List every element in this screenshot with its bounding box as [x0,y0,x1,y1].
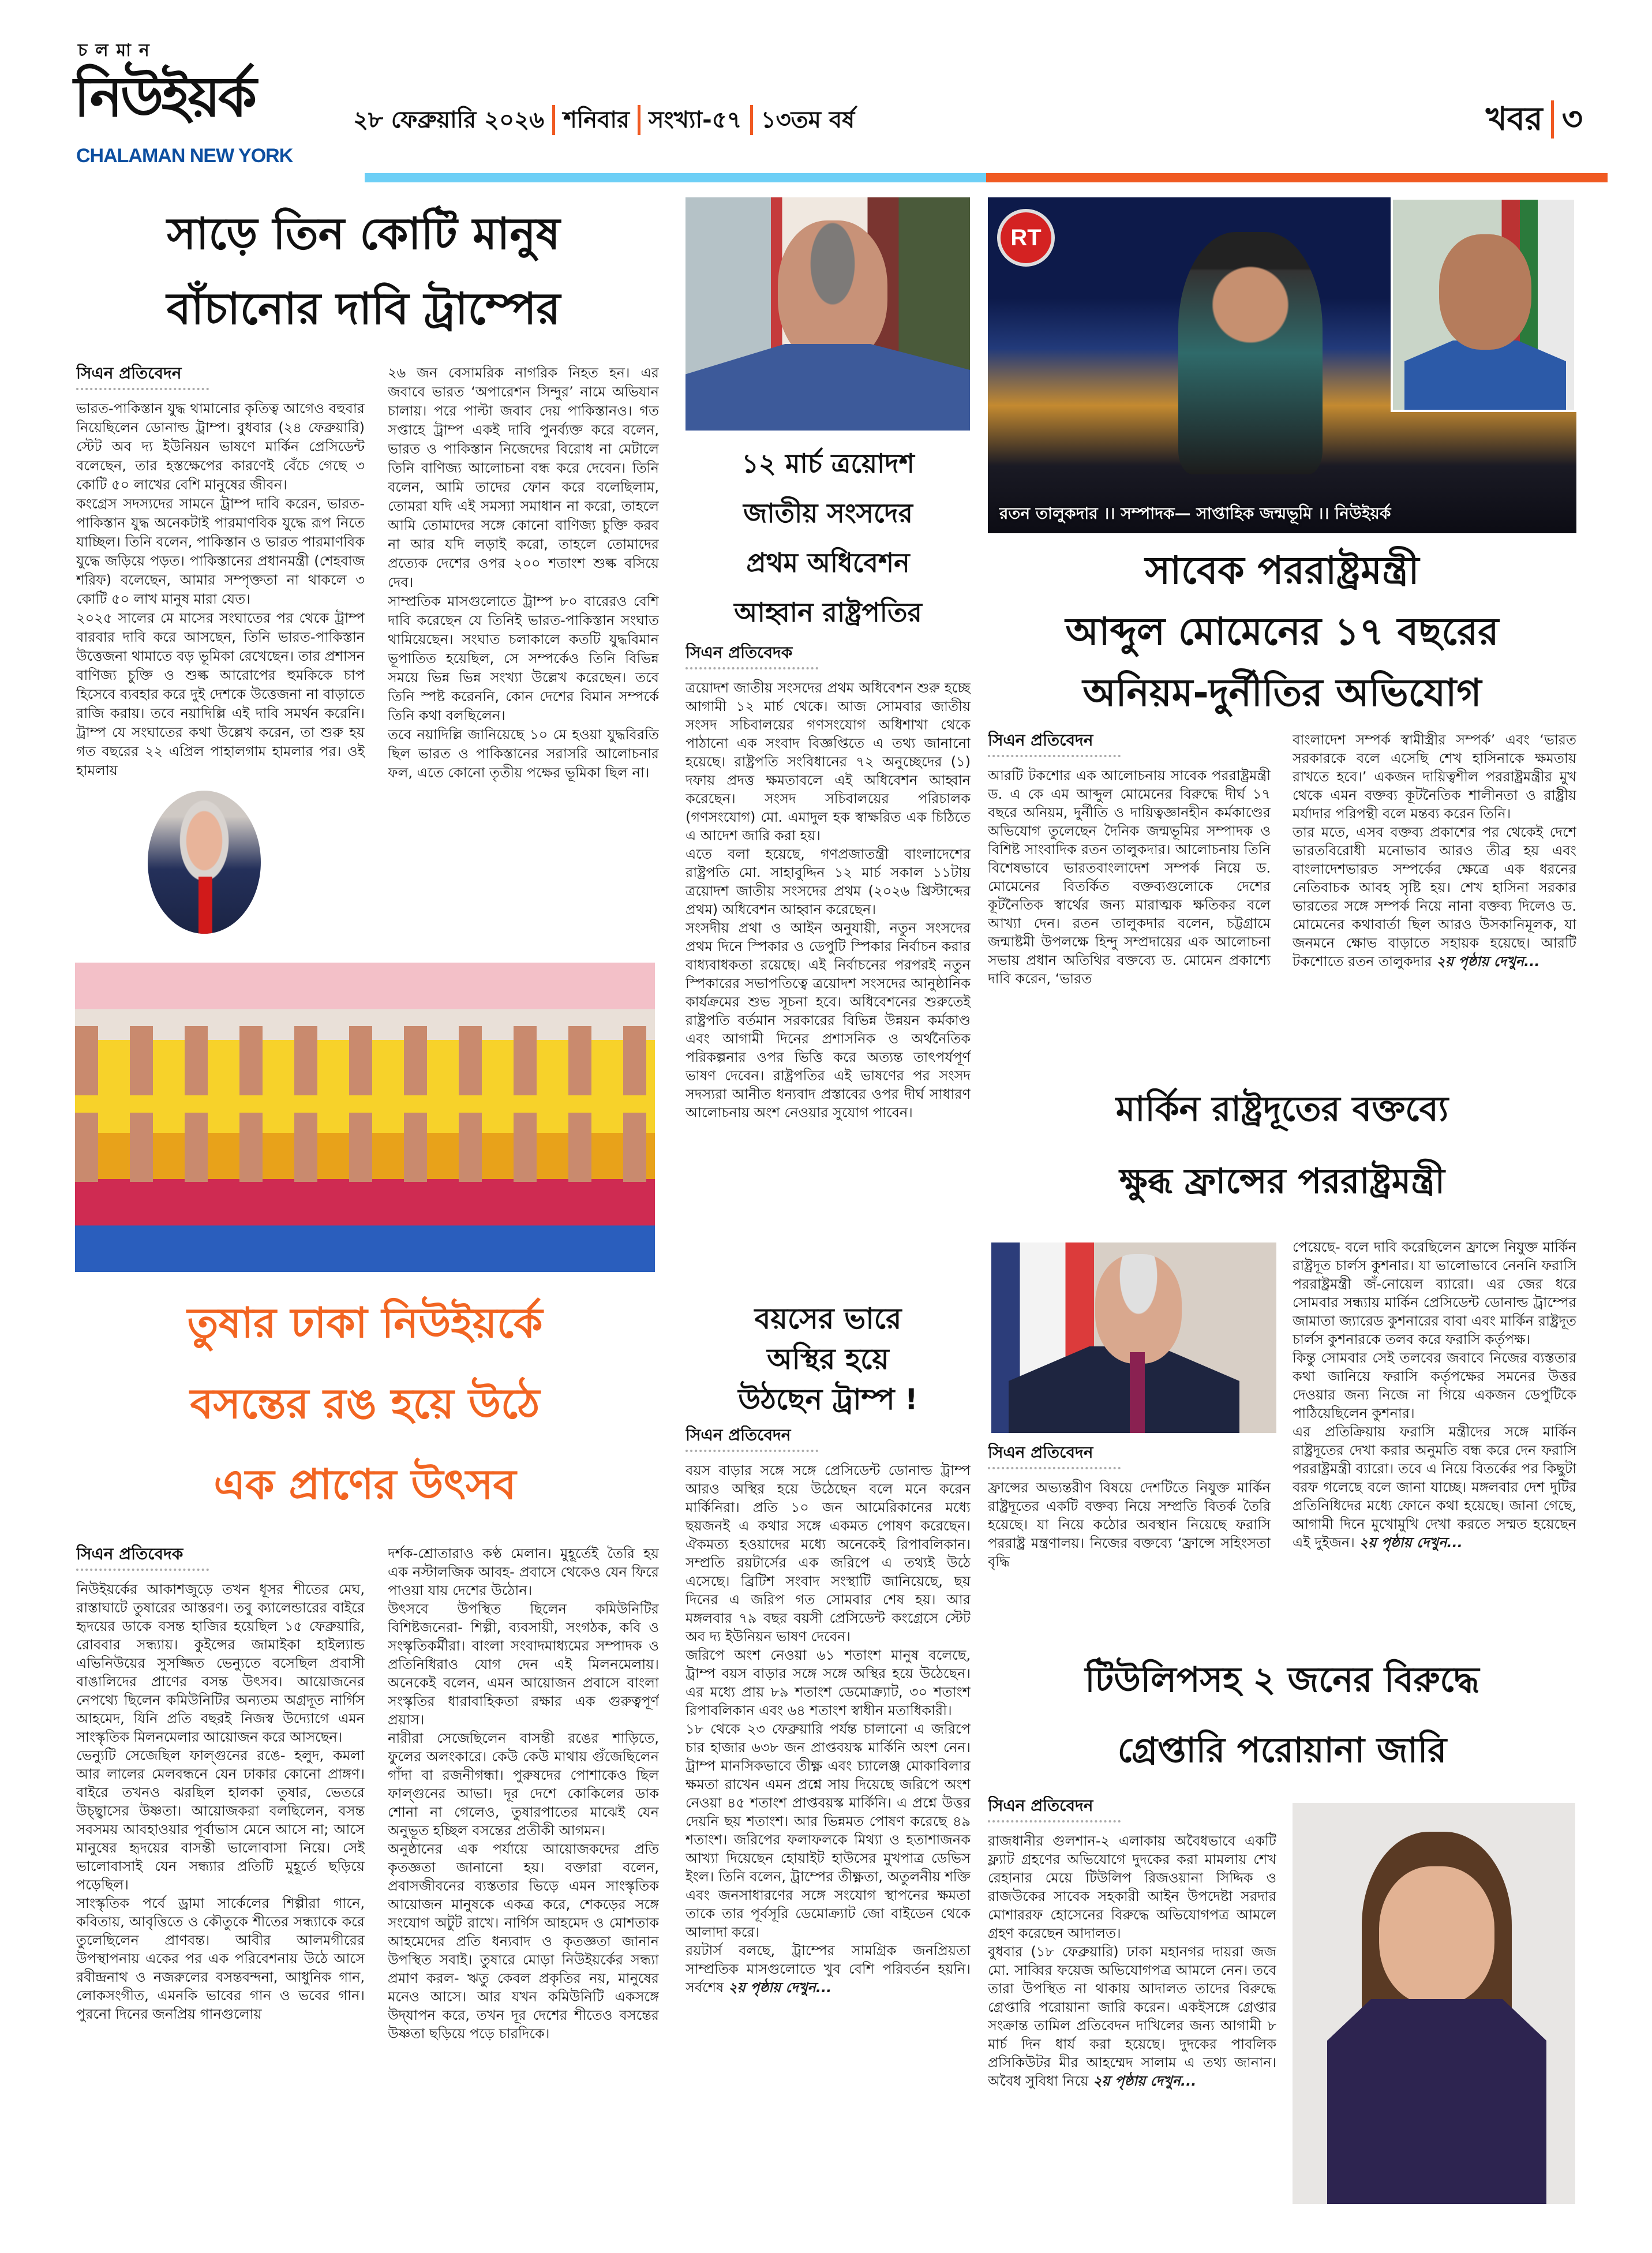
paragraph: সংসদীয় প্রথা ও আইন অনুযায়ী, নতুন সংসদের প্রথম দিনে স্পিকার ও ডেপুটি স্পিকার নির্বাচন করার বাধ্যবাধকতা রয়েছে। এই নির্বাচনের পরপরই নতুন স্পিকারের সভাপতিত্বে ত্রয়োদশ সংসদের আনুষ্ঠানিক কার্যক্রমের শুভ সূচনা হবে। অধিবেশনের শুরুতেই রাষ্ট্রপতি বর্তমান সরকারের বিভিন্ন উন্নয়ন কর্মকাণ্ড এবং আগামী দিনের প্রশাসনিক ও অর্থনৈতিক পরিকল্পনার ওপর ভিত্তি করে অত্যন্ত তাৎপর্যপূর্ণ ভাষণ দেবেন। রাষ্ট্রপতির এই ভাষণের পর সংসদ সদস্যরা আনীত ধন্যবাদ প্রস্তাবের ওপর দীর্ঘ সাধারণ আলোচনায় অংশ নেওয়ার সুযোগ পাবেন। [685,920,971,1121]
headline-france[interactable] [988,1073,1576,1218]
byline: সিএন প্রতিবেদক [685,643,793,662]
byline: সিএন প্রতিবেদন [76,364,182,383]
headline-line: জাতীয় সংসদের [743,497,913,529]
page-number: ৩ [1561,100,1583,138]
photo-president [685,197,970,431]
paragraph: তবে নয়াদিল্লি জানিয়েছে ১০ মে হওয়া যুদ্ধবিরতি ছিল ভারত ও পাকিস্তানের সরাসরি আলোচনার ফল, এতে কোনো তৃতীয় পক্ষের ভূমিকা ছিল না। [388,727,659,781]
continued-link[interactable]: ২য় পৃষ্ঠায় দেখুন... [1093,2073,1197,2089]
continued-link[interactable]: ২য় পৃষ্ঠায় দেখুন... [728,1979,832,1996]
photo-ambassador [991,1242,1276,1433]
dotted-rule [988,1820,1121,1822]
headline-line: বাঁচানোর দাবি ট্রাম্পের [166,283,561,334]
headline-line: উঠছেন ট্রাম্প ! [738,1383,918,1416]
paragraph: ফ্রান্সের অভ্যন্তরীণ বিষয়ে দেশটিতে নিযুক্ত মার্কিন রাষ্ট্রদূতের একটি বক্তব্য নিয়ে সম্প্রতি বিতর্ক তৈরি হয়েছে। যা নিয়ে কঠোর অবস্থান নিয়েছে ফরাসি পররাষ্ট্র মন্ত্রণালয়। নিজের বক্তব্যে ‘ফ্রান্সে সহিংসতা বৃদ্ধি [988,1480,1271,1570]
paragraph: আরটি টকশোর এক আলোচনায় সাবেক পররাষ্ট্রমন্ত্রী ড. এ কে এম আব্দুল মোমেনের বিরুদ্ধে দীর্ঘ ১৭ বছরে অনিয়ম, দুর্নীতি ও দায়িত্বজ্ঞানহীন কর্মকাণ্ডের অভিযোগ তুলেছেন দৈনিক জন্মভূমির সম্পাদক ও বিশিষ্ট সাংবাদিক রতন তালুকদার। আলোচনায় তিনি বিশেষভাবে ভারতবাংলাদেশ সম্পর্ক নিয়ে ড. মোমেনের বিতর্কিত বক্তব্যগুলোকে দেশের কূটনৈতিক স্বার্থের জন্য মারাত্মক ক্ষতিকর বলে আখ্যা দেন। রতন তালুকদার বলেন, চট্টগ্রামে জন্মাষ্টমী উপলক্ষে হিন্দু সম্প্রদায়ের এক আলোচনা সভায় প্রধান অতিথির বক্তব্যে ড. মোমেন প্রকাশ্যে দাবি করেন, ‘ভারত [988,768,1271,987]
paragraph: সাম্প্রতিক মাসগুলোতে ট্রাম্প ৮০ বারেরও বেশি দাবি করেছেন যে তিনিই ভারত-পাকিস্তান সংঘাত থামিয়েছেন। সংঘাত চলাকালে কতটি যুদ্ধবিমান ভূপাতিত হয়েছিল, সে সম্পর্কেও তিনি বিভিন্ন সময়ে ভিন্ন ভিন্ন সংখ্যা উল্লেখ করেছেন। তবে তিনি স্পষ্ট করেননি, কোন দেশের বিমান সম্পর্কে তিনি কথা বলছিলেন। [388,593,659,724]
paragraph: তার মতে, এসব বক্তব্য প্রকাশের পর থেকেই দেশে ভারতবিরোধী মনোভাব আরও তীব্র হয় এবং বাংলাদেশভারত সম্পর্কের ক্ষেত্রে এক ধরনের নেতিবাচক আবহ সৃষ্টি হয়। শেখ হাসিনা সরকার ভারতের সঙ্গে সম্পর্ক নিয়ে নানা বক্তব্য দিলেও ড. মোমেনের কথাবার্তা ছিল আরও উসকানিমূলক, যা জনমনে ক্ষোভ বাড়াতে সহায়ক হয়েছে। আরটি টকশোতে রতন তালুকদার [1293,824,1576,970]
divider [638,105,640,135]
byline-block [76,1544,365,1579]
headline-trump-age[interactable] [685,1298,971,1420]
paragraph: বয়স বাড়ার সঙ্গে সঙ্গে প্রেসিডেন্ট ডোনাল্ড ট্রাম্প আরও অস্থির হয়ে উঠেছেন বলে মনে করেন মার্কিনিরা। প্রতি ১০ জন আমেরিকানের মধ্যে ছয়জনই এ কথার সঙ্গে একমত পোষণ করেছেন। ঐকমত্য হওয়াদের মধ্যে অনেকেই রিপাবলিকান। সম্প্রতি রয়টার্সের এক জরিপে এ তথ্যই উঠে এসেছে। ব্রিটিশ সংবাদ সংস্থাটি জানিয়েছে, ছয় দিনের এ জরিপ গত সোমবার শেষ হয়। আর মঙ্গলবার ৭৯ বছর বয়সী প্রেসিডেন্ট কংগ্রেসে স্টেট অব দ্য ইউনিয়ন ভাষণ দেবেন। [685,1462,971,1645]
continued-link[interactable]: ২য় পৃষ্ঠায় দেখুন... [1436,953,1540,970]
headline-line: আহ্বান রাষ্ট্রপতির [734,597,922,628]
headline-momen[interactable] [988,540,1576,724]
article-momen-head [988,540,1576,727]
headline-line: সাড়ে তিন কোটি মানুষ [167,208,560,259]
paragraph: রয়টার্স বলছে, ট্রাম্পের সামগ্রিক জনপ্রিয়তা সাম্প্রতিক মাসগুলোতে খুব বেশি পরিবর্তন হয়নি। সর্বশেষ [685,1943,971,1996]
headline-line: এক প্রাণের উৎসব [213,1460,516,1509]
dotted-rule [76,1569,209,1571]
dotted-rule [685,667,818,669]
dotted-rule [988,1467,1121,1469]
headline-line: ১২ মার্চ ত্রয়োদশ [741,448,915,479]
article-text [1293,731,1576,1066]
headline-line: আব্দুল মোমেনের ১৭ বছরের [1065,609,1499,654]
paragraph: বুধবার (১৮ ফেব্রুয়ারি) ঢাকা মহানগর দায়রা জজ মো. সাব্বির ফয়েজ অভিযোগপত্র আমলে নেন। তবে তারা উপস্থিত না থাকায় আদালত তাদের বিরুদ্ধে গ্রেপ্তারি পরোয়ানা জারি করেন। একইসঙ্গে গ্রেপ্তার সংক্রান্ত তামিল প্রতিবেদন দাখিলের জন্য আগামী ৮ মার্চ দিন ধার্য করা হয়েছে। দুদকের পাবলিক প্রসিকিউটর মীর আহম্মেদ সালাম এ তথ্য জানান। অবৈধ সুবিধা নিয়ে [988,1944,1276,2089]
article-text [1293,1238,1576,1636]
article-tulip-head [988,1645,1576,1792]
article-text [988,1832,1276,2236]
article-trump-war-head [58,196,669,358]
photo-rt-talkshow [988,197,1576,533]
article-trump-age-head [685,1298,971,1423]
article-festival-head [75,1282,655,1536]
paragraph: ১৮ থেকে ২৩ ফেব্রুয়ারি পর্যন্ত চালানো এ জরিপে চার হাজার ৬৩৮ জন প্রাপ্তবয়স্ক মার্কিনি অংশ নেন। ট্রাম্প মানসিকভাবে তীক্ষ্ণ এবং চ্যালেঞ্জ মোকাবিলার ক্ষমতা রাখেন এমন প্রশ্নে সায় দিয়েছে জরিপে অংশ নেওয়া ৪৫ শতাংশ প্রাপ্তবয়স্ক মার্কিনি। এ প্রশ্নে উত্তর দেয়নি ছয় শতাংশ। আর ভিন্নমত পোষণ করেছে ৪৯ শতাংশ। জরিপের ফলাফলকে মিথ্যা ও হতাশাজনক আখ্যা দিয়েছেন হোয়াইট হাউসের মুখপাত্র ডেভিস ইংল। তিনি বলেন, ট্রাম্পের তীক্ষ্ণতা, অতুলনীয় শক্তি এবং জনসাধারণের সঙ্গে সংযোগ স্থাপনের ক্ষমতা তাকে তার পূর্বসূরি ডেমোক্র্যাট জো বাইডেন থেকে আলাদা করে। [685,1721,971,1940]
headline-line: প্রথম অধিবেশন [746,547,910,578]
paragraph: ভেন্যুটি সেজেছিল ফাল্গুনের রঙে- হলুদ, কমলা আর লালের মেলবন্ধনে যেন ঢাকার কোনো প্রাঙ্গণ। বাইরে তখনও ঝরছিল হালকা তুষার, ভেতরে উচ্ছ্বাসের উষ্ণতা। আয়োজকরা বলছিলেন, বসন্ত সবসময় আবহাওয়ার পূর্বাভাস মেনে আসে না; আসে মানুষের হৃদয়ের বাসন্তী ভালোবাসা নিয়ে। সেই ভালোবাসাই যেন সন্ধ্যার প্রতিটি মুহূর্তে ছড়িয়ে পড়েছিল। [76,1747,365,1893]
header-rule-orange [986,173,1608,182]
dateline [353,104,855,136]
headline-trump-war[interactable] [58,196,669,346]
article-text [988,1479,1271,1634]
paragraph: এর প্রতিক্রিয়ায় ফরাসি মন্ত্রীদের সঙ্গে মার্কিন রাষ্ট্রদূতের দেখা করার অনুমতি বন্ধ করে দেন ফরাসি পররাষ্ট্রমন্ত্রী ব্যারো। তবে এ নিয়ে বিতর্কের পর কিছুটা বরফ গলেছে বলে জানা যাচ্ছে। মঙ্গলবার দেশ দুটির প্রতিনিধিদের মধ্যে ফোনে কথা হয়েছে। জানা গেছে, আগামী দিনে মুখোমুখি দেখা করতে সম্মত হয়েছেন এই দুইজন। [1293,1424,1576,1551]
paragraph: জরিপে অংশ নেওয়া ৬১ শতাংশ মানুষ বলেছে, ট্রাম্প বয়স বাড়ার সঙ্গে সঙ্গে অস্থির হয়ে উঠেছেন। এর মধ্যে প্রায় ৮৯ শতাংশ ডেমোক্র্যাট, ৩০ শতাংশ রিপাবলিকান এবং ৬৪ শতাংশ স্বাধীন মতাধিকারী। [685,1647,971,1719]
headline-line: বয়সের ভারে [754,1302,902,1335]
paragraph: সাংস্কৃতিক পর্বে ড্রামা সার্কেলের শিল্পীরা গানে, কবিতায়, আবৃত্তিতে ও কৌতুকে শীতের সন্ধ্যাকে করে তুলেছিলেন প্রাণবন্ত। আবীর আলমগীরের উপস্থাপনায় একের পর এক পরিবেশনায় উঠে আসে রবীন্দ্রনাথ ও নজরুলের বসন্তবন্দনা, আধুনিক গান, লোকসংগীত, এমনকি ভাবের গান ও ভবের গান। পুরনো দিনের জনপ্রিয় গানগুলোয় [76,1895,365,2022]
logo-english: CHALAMAN NEW YORK [76,145,293,167]
paragraph: এতে বলা হয়েছে, গণপ্রজাতন্ত্রী বাংলাদেশের রাষ্ট্রপতি মো. সাহাবুদ্দিন ১২ মার্চ সকাল ১১টায় ত্রয়োদশ জাতীয় সংসদের প্রথম (২০২৬ খ্রিস্টাব্দের প্রথম) অধিবেশন আহ্বান করেছেন। [685,846,971,918]
paragraph: বাংলাদেশ সম্পর্ক স্বামীস্ত্রীর সম্পর্ক’ এবং ‘ভারত সরকারকে বলে এসেছি শেখ হাসিনাকে ক্ষমতায় রাখতে হবে।’ একজন দায়িত্বশীল পররাষ্ট্রমন্ত্রীর মুখ থেকে এমন বক্তব্য কূটনৈতিক শালীনতা ও রাষ্ট্রীয় মর্যাদার পরিপন্থী বলে মন্তব্য করেন তিনি। [1293,732,1576,822]
article-france-head [988,1073,1576,1229]
section-label [1486,99,1583,140]
issue-number: সংখ্যা-৫৭ [649,107,742,133]
article-parliament-head [685,439,971,641]
logo-tagline: চলমান [78,40,158,61]
paragraph: অনুষ্ঠানের এক পর্যায়ে আয়োজকদের প্রতি কৃতজ্ঞতা জানানো হয়। বক্তারা বলেন, প্রবাসজীবনের ব্যস্ততার ভিড়ে এমন সাংস্কৃতিক আয়োজন মানুষকে একত্র করে, শেকড়ের সঙ্গে সংযোগ অটুট রাখে। নার্গিস আহমেদ ও মোশতাক আহমেদের প্রতি ধন্যবাদ ও কৃতজ্ঞতা জানান উপস্থিত সবাই। তুষারে মোড়া নিউইয়র্কের সন্ধ্যা প্রমাণ করল- ঋতু কেবল প্রকৃতির নয়, মানুষের মনেও আসে। আর যখন কমিউনিটি একসঙ্গে উদ্‌যাপন করে, তখন দূর দেশের শীতেও বসন্তের উষ্ণতা ছড়িয়ে পড়ে চারদিকে। [388,1841,659,2042]
article-text [388,1544,659,2237]
continued-link[interactable]: ২য় পৃষ্ঠায় দেখুন... [1359,1535,1463,1551]
issue-year: ১৩তম বর্ষ [761,107,855,133]
dotted-rule [988,755,1121,757]
paragraph: ত্রয়োদশ জাতীয় সংসদের প্রথম অধিবেশন শুরু হচ্ছে আগামী ১২ মার্চ থেকে। আজ সোমবার জাতীয় সংসদ সচিবালয়ের গণসংযোগ অধিশাখা থেকে পাঠানো এক সংবাদ বিজ্ঞপ্তিতে এ তথ্য জানানো হয়েছে। রাষ্ট্রপতি সংবিধানের ৭২ অনুচ্ছেদের (১) দফায় প্রদত্ত ক্ষমতাবলে এই অধিবেশন আহ্বান করেছেন। সংসদ সচিবালয়ের পরিচালক (গণসংযোগ) মো. এমাদুল হক স্বাক্ষরিত এক চিঠিতে এ আদেশ জারি করা হয়। [685,680,971,844]
photo-caption: রতন তালুকদার ।। সম্পাদক— সাপ্তাহিক জন্মভূমি ।। নিউইয়র্ক [999,504,1391,523]
headline-tulip[interactable] [988,1645,1576,1786]
byline: সিএন প্রতিবেদন [988,1796,1093,1815]
divider [1551,100,1554,139]
byline: সিএন প্রতিবেদন [685,1425,791,1444]
headline-line: ক্ষুব্ধ ফ্রান্সের পররাষ্ট্রমন্ত্রী [1119,1161,1445,1202]
byline-block [988,1443,1271,1477]
article-text [685,1461,971,2235]
photo-trump [144,787,264,937]
paragraph: ২০২৫ সালের মে মাসের সংঘাতের পর থেকে ট্রাম্প বারবার দাবি করে আসছেন, তিনি ভারত-পাকিস্তান উত্তেজনা থামাতে বড় ভূমিকা রেখেছেন। তার প্রশাসন বাণিজ্য চুক্তি ও শুল্ক আরোপের হুমকিকে চাপ হিসেবে ব্যবহার করে দুই দেশকে উত্তেজনা না বাড়াতে রাজি করায়। তবে নয়াদিল্লি এই দাবি সমর্থন করেনি। ট্রাম্প যে সংঘাতের কথা উল্লেখ করেন, তা শুরু হয় গত বছরের ২২ এপ্রিল পাহালগাম হামলার পর। ওই হামলায় [76,610,365,779]
byline: সিএন প্রতিবেদন [988,731,1093,750]
byline-block [685,1425,971,1460]
photo-tulip [1293,1803,1575,2204]
byline: সিএন প্রতিবেদন [988,1443,1093,1462]
photo-festival [75,963,655,1272]
byline-block [76,364,365,398]
issue-weekday: শনিবার [563,107,630,133]
paragraph: ভারত-পাকিস্তান যুদ্ধ থামানোর কৃতিত্ব আগেও বহুবার নিয়েছিলেন ডোনাল্ড ট্রাম্প। বুধবার (২৪ ফেব্রুয়ারি) স্টেট অব দ্য ইউনিয়ন ভাষণে মার্কিন প্রেসিডেন্ট বলেছেন, তার হস্তক্ষেপের কারণেই বেঁচে গেছে ৩ কোটি ৫০ লাখের বেশি মানুষের জীবন। [76,401,365,493]
byline-block [988,1796,1271,1831]
paragraph: নারীরা সেজেছিলেন বাসন্তী রঙের শাড়িতে, ফুলের অলংকারে। কেউ কেউ মাথায় গুঁজেছিলেন গাঁদা বা রজনীগন্ধা। পুরুষদের পোশাকেও ছিল ফাল্গুনের আভা। দূর দেশে কোকিলের ডাক শোনা না গেলেও, তুষারপাতের মাঝেই যেন অনুভূত হচ্ছিল বসন্তের প্রতীকী আগমন। [388,1730,659,1839]
article-text [388,364,659,958]
paragraph: কংগ্রেস সদস্যদের সামনে ট্রাম্প দাবি করেন, ভারত-পাকিস্তান যুদ্ধ অনেকটাই পারমাণবিক যুদ্ধে রূপ নিতে যাচ্ছিল। তিনি বলেন, পাকিস্তান ও ভারত পারমাণবিক যুদ্ধে জড়িয়ে পড়ত। পাকিস্তানের প্রধানমন্ত্রী (শেহবাজ শরিফ) বলেছেন, আমার সম্পৃক্ততা না থাকলে ৩ কোটি ৫০ লাখ মানুষ মারা যেত। [76,496,365,607]
dotted-rule [685,1450,818,1452]
headline-line: অস্থির হয়ে [767,1342,889,1376]
headline-line: মার্কিন রাষ্ট্রদূতের বক্তব্যে [1115,1089,1449,1129]
paragraph: পেয়েছে- বলে দাবি করেছিলেন ফ্রান্সে নিযুক্ত মার্কিন রাষ্ট্রদূত চার্লস কুশনার। যা ভালোভাবে নেননি ফরাসি পররাষ্ট্রমন্ত্রী জঁ-নোয়েল ব্যারো। এর জের ধরে সোমবার সন্ধ্যায় মার্কিন প্রেসিডেন্ট ডোনাল্ড ট্রাম্পের জামাতা জ্যারেড কুশনারের বাবা এবং মার্কিন রাষ্ট্রদূত চার্লস কুশনারকে তলব করে ফরাসি কর্তৃপক্ষ। [1293,1239,1576,1348]
paragraph: রাজধানীর গুলশান-২ এলাকায় অবৈধভাবে একটি ফ্ল্যাট গ্রহণের অভিযোগে দুদকের করা মামলায় শেখ রেহানার মেয়ে টিউলিপ রিজওয়ানা সিদ্দিক ও রাজউকের সাবেক সহকারী আইন উপদেষ্টা সরদার মোশাররফ হোসেনের বিরুদ্ধে অভিযোগপত্র আমলে গ্রহণ করেছেন আদালত। [988,1833,1276,1941]
header-rule-blue [365,173,986,182]
article-text [685,679,971,1290]
dotted-rule [76,388,209,390]
logo-title: নিউইয়র্ক [74,65,255,129]
headline-line: গ্রেপ্তারি পরোয়ানা জারি [1117,1730,1447,1771]
headline-festival[interactable] [75,1282,655,1525]
rt-logo: RT [997,209,1055,267]
photo-momen-inset [1391,197,1576,412]
section-name: খবর [1485,100,1543,138]
headline-line: সাবেক পররাষ্ট্রমন্ত্রী [1145,548,1419,593]
divider [552,105,555,135]
divider [750,105,753,135]
article-text [988,766,1271,1066]
headline-line: তুষার ঢাকা নিউইয়র্কে [187,1298,543,1347]
headline-line: অনিয়ম-দুর্নীতির অভিযোগ [1082,671,1482,715]
article-text [76,1580,365,2238]
byline-block [685,643,971,678]
headline-parliament[interactable] [685,439,971,637]
paragraph: দর্শক-শ্রোতারাও কণ্ঠ মেলান। মুহূর্তেই তৈরি হয় এক নস্টালজিক আবহ- প্রবাসে থেকেও যেন ফিরে পাওয়া যায় দেশের উঠোন। [388,1545,659,1599]
headline-line: টিউলিপসহ ২ জনের বিরুদ্ধে [1085,1660,1479,1700]
headline-line: বসন্তের রঙ হয়ে উঠে [190,1379,540,1428]
paragraph: উৎসবে উপস্থিত ছিলেন কমিউনিটির বিশিষ্টজনেরা- শিল্পী, ব্যবসায়ী, সংগঠক, কবি ও সংস্কৃতিকর্মীরা। বাংলা সংবাদমাধ্যমের সম্পাদক ও প্রতিনিধিরাও যোগ দেন এই মিলনমেলায়। অনেকেই বলেন, এমন আয়োজন প্রবাসে বাংলা সংস্কৃতির ধারাবাহিকতা রক্ষার এক গুরুত্বপূর্ণ প্রয়াস। [388,1601,659,1728]
paragraph: নিউইয়র্কের আকাশজুড়ে তখন ধূসর শীতের মেঘ, রাস্তাঘাটে তুষারের আস্তরণ। তবু ক্যালেন্ডারের বাইরে হৃদয়ের ডাকে বসন্ত হাজির হয়েছিল ১৫ ফেব্রুয়ারি, রোববার সন্ধ্যায়। কুইন্সের জামাইকা হাইল্যান্ড এভিনিউয়ের সুসজ্জিত ভেন্যুতে বসেছিল প্রবাসী বাঙালিদের প্রাণের বসন্ত উৎসব। আয়োজনের নেপথ্যে ছিলেন কমিউনিটির অন্যতম অগ্রদূত নার্গিস আহমেদ, যিনি প্রতি বছরই নিজস্ব উদ্যোগে এমন সাংস্কৃতিক মিলনমেলার আয়োজন করে আসছেন। [76,1581,365,1745]
byline: সিএন প্রতিবেদক [76,1544,183,1563]
paragraph: ২৬ জন বেসামরিক নাগরিক নিহত হন। এর জবাবে ভারত ‘অপারেশন সিন্দুর’ নামে অভিযান চালায়। পরে পাল্টা জবাব দেয় পাকিস্তানও। গত সপ্তাহে ট্রাম্প একই দাবি পুনর্ব্যক্ত করে বলেন, ভারত ও পাকিস্তান নিজেদের বিরোধ না মেটালে তিনি বাণিজ্য আলোচনা বন্ধ করে দেবেন। তিনি বলেন, আমি তাদের ফোন করে বলেছিলাম, তোমরা যদি এই সমস্যা সমাধান না করো, তাহলে আমি তোমাদের সঙ্গে কোনো বাণিজ্য চুক্তি করব না আর যদি লড়াই করো, তাহলে তোমাদের প্রত্যেক দেশের ওপর ২০০ শতাংশ শুল্ক বসিয়ে দেব। [388,365,659,590]
byline-block [988,731,1271,765]
issue-date: ২৮ ফেব্রুয়ারি ২০২৬ [353,107,545,133]
paragraph: কিন্তু সোমবার সেই তলবের জবাবে নিজের ব্যস্ততার কথা জানিয়ে ফরাসি কর্তৃপক্ষের সমনের উত্তর দেওয়ার জন্য নিজে না গিয়ে একজন ডেপুটিকে পাঠিয়েছিলেন কুশনার। [1293,1350,1576,1421]
